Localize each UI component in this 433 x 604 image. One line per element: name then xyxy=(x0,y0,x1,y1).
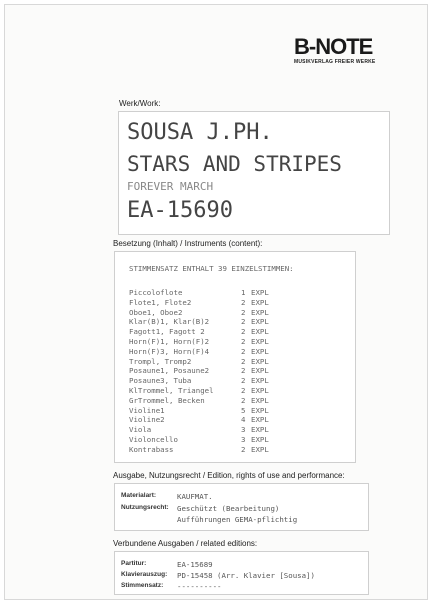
instrument-name: Trompl, Tromp2 xyxy=(129,356,192,366)
instrument-row xyxy=(129,307,269,317)
work-subtitle: FOREVER MARCH xyxy=(127,180,214,193)
instrument-count: 2 xyxy=(241,376,246,386)
instrument-row xyxy=(129,376,269,386)
work-box xyxy=(118,111,390,235)
related-box xyxy=(114,551,369,595)
parts-row xyxy=(121,582,222,591)
instrument-unit: EXPL xyxy=(251,356,269,366)
instrument-row xyxy=(129,327,269,337)
usage-row xyxy=(121,504,280,513)
instrument-count: 5 xyxy=(241,405,246,415)
instrument-row xyxy=(129,444,269,454)
instrument-unit: EXPL xyxy=(251,444,269,454)
instrument-unit: EXPL xyxy=(251,395,269,405)
instrument-unit: EXPL xyxy=(251,435,269,444)
instrument-count: 2 xyxy=(241,356,246,366)
work-title: STARS AND STRIPES xyxy=(127,152,342,176)
instrument-count: 2 xyxy=(241,337,246,346)
instrument-count: 2 xyxy=(241,327,246,337)
instrument-count: 4 xyxy=(241,415,246,425)
instrument-row xyxy=(129,366,269,376)
parts-value: ---------- xyxy=(177,582,222,591)
piano-value: PD-15458 (Arr. Klavier [Sousa]) xyxy=(177,571,315,580)
instrument-unit: EXPL xyxy=(251,288,269,297)
instrument-name: Posaune1, Posaune2 xyxy=(129,366,210,376)
instrument-name: Viola xyxy=(129,425,152,435)
logo-wordmark: B-NOTE xyxy=(294,34,373,59)
instruments-box xyxy=(114,251,356,463)
instrument-unit: EXPL xyxy=(251,386,269,395)
instrument-count: 2 xyxy=(241,307,246,317)
instrument-row xyxy=(129,297,269,307)
instrument-row xyxy=(129,405,269,415)
instrument-row xyxy=(129,425,269,435)
instrument-unit: EXPL xyxy=(251,297,269,307)
instrument-count: 3 xyxy=(241,435,246,444)
instrument-name: Violoncello xyxy=(129,435,178,444)
instrument-count: 3 xyxy=(241,425,246,435)
instrument-count: 2 xyxy=(241,444,246,454)
piano-key: Klavierauszug: xyxy=(121,571,168,578)
related-label: Verbundene Ausgaben / related editions: xyxy=(113,539,258,548)
instrument-name: Klar(B)1, Klar(B)2 xyxy=(129,317,210,327)
usage-key: Nutzungsrecht: xyxy=(121,504,169,511)
document-page xyxy=(4,4,428,600)
instrument-unit: EXPL xyxy=(251,366,269,376)
instrument-row xyxy=(129,415,269,425)
instrument-unit: EXPL xyxy=(251,405,269,415)
rights-box xyxy=(114,483,369,531)
instrument-unit: EXPL xyxy=(251,307,269,317)
instrument-unit: EXPL xyxy=(251,327,269,337)
material-value: KAUFMAT. xyxy=(177,492,213,501)
publisher-logo xyxy=(294,36,394,65)
instrument-name: Violine2 xyxy=(129,415,165,425)
instrument-row xyxy=(129,346,269,356)
instrument-count: 2 xyxy=(241,366,246,376)
score-key: Partitur: xyxy=(121,560,147,567)
instrument-row xyxy=(129,395,269,405)
instrument-count: 2 xyxy=(241,297,246,307)
material-key: Materialart: xyxy=(121,492,157,499)
instruments-header: STIMMENSATZ ENTHALT 39 EINZELSTIMMEN: xyxy=(129,264,294,273)
score-value: EA-15689 xyxy=(177,560,213,569)
composer: SOUSA J.PH. xyxy=(127,120,273,145)
work-label: Werk/Work: xyxy=(119,99,161,108)
instrument-row xyxy=(129,337,269,346)
instrument-name: KlTrommel, Triangel xyxy=(129,386,214,395)
instrument-count: 2 xyxy=(241,386,246,395)
instrument-name: Oboe1, Oboe2 xyxy=(129,307,183,317)
instrument-row xyxy=(129,435,269,444)
instrument-count: 2 xyxy=(241,346,246,356)
piano-row xyxy=(121,571,315,580)
usage-value-1: Geschützt (Bearbeitung) xyxy=(177,504,280,513)
instrument-name: Fagott1, Fagott 2 xyxy=(129,327,205,337)
instrument-count: 1 xyxy=(241,288,246,297)
material-row xyxy=(121,492,213,501)
instrument-count: 2 xyxy=(241,317,246,327)
instrument-unit: EXPL xyxy=(251,346,269,356)
instrument-count: 2 xyxy=(241,395,246,405)
instrument-name: Kontrabass xyxy=(129,444,174,454)
score-row xyxy=(121,560,213,569)
instrument-name: Horn(F)1, Horn(F)2 xyxy=(129,337,210,346)
instrument-name: Violine1 xyxy=(129,405,165,415)
instrument-unit: EXPL xyxy=(251,337,269,346)
instrument-name: Flote1, Flote2 xyxy=(129,297,192,307)
instrument-unit: EXPL xyxy=(251,376,269,386)
instrument-row xyxy=(129,356,269,366)
instrument-name: Piccoloflote xyxy=(129,288,183,297)
instrument-name: Horn(F)3, Horn(F)4 xyxy=(129,346,210,356)
instrument-name: Posaune3, Tuba xyxy=(129,376,192,386)
parts-key: Stimmensatz: xyxy=(121,582,164,589)
instrument-row xyxy=(129,288,269,297)
instrument-row xyxy=(129,386,269,395)
instrument-unit: EXPL xyxy=(251,415,269,425)
instrument-row xyxy=(129,317,269,327)
usage-value-2: Aufführungen GEMA-pflichtig xyxy=(177,515,298,524)
instrument-unit: EXPL xyxy=(251,425,269,435)
instrument-unit: EXPL xyxy=(251,317,269,327)
instruments-label: Besetzung (Inhalt) / Instruments (content): xyxy=(113,239,263,248)
rights-label: Ausgabe, Nutzungsrecht / Edition, rights of use and performance: xyxy=(113,471,345,480)
edition-number: EA-15690 xyxy=(127,198,233,223)
logo-tagline: MUSIKVERLAG FREIER WERKE xyxy=(294,59,376,65)
usage-row-2 xyxy=(177,515,297,524)
instrument-name: GrTrommel, Becken xyxy=(129,395,205,405)
